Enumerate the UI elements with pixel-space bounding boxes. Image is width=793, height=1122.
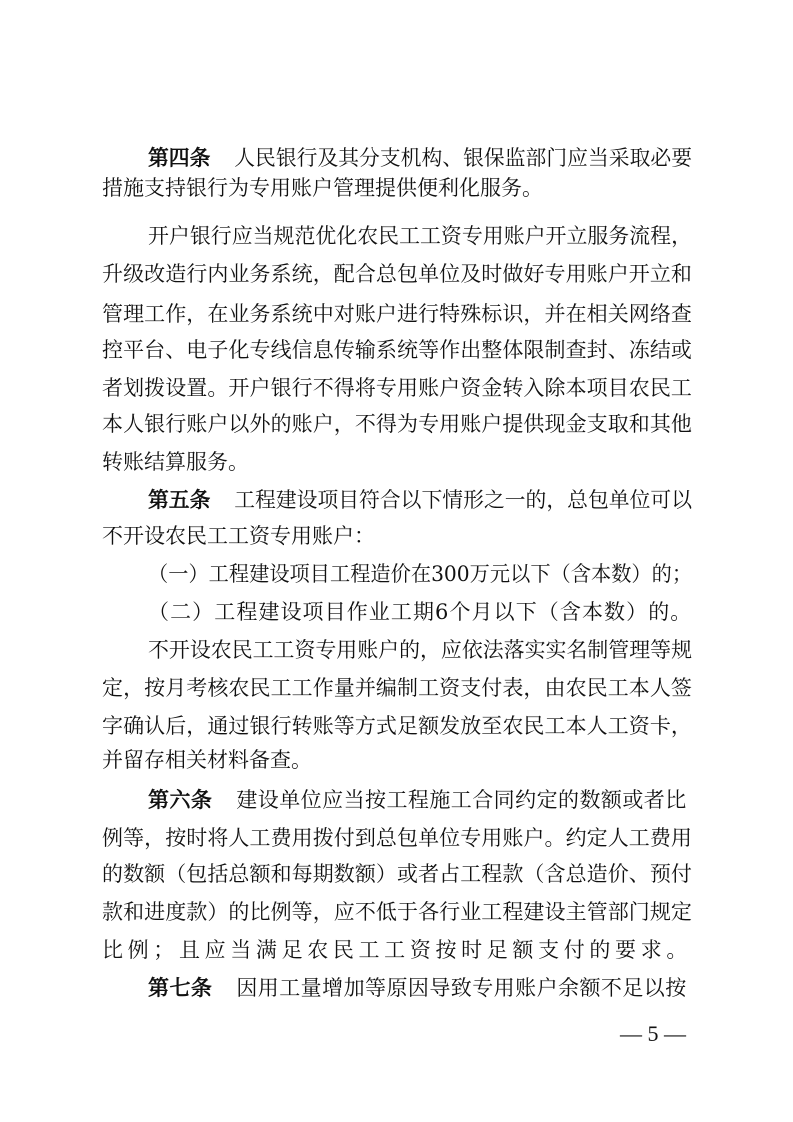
page-number: — 5 — [620, 1021, 686, 1046]
line-text: 并留存相关材料备查。 [102, 748, 312, 772]
line-text: 工程建设项目符合以下情形之一的，总包单位可以 [234, 488, 692, 512]
article-heading: 第六条 [148, 788, 213, 812]
line-text: 比例；且应当满足农民工工资按时足额支付的要求。 [102, 938, 692, 962]
line-text: （二）工程建设项目作业工期6个月以下（含本数）的。 [148, 600, 693, 624]
line-text: 人民银行及其分支机构、银保监部门应当采取必要 [234, 146, 692, 170]
line-text: 本人银行账户以外的账户，不得为专用账户提供现金支取和其他 [102, 412, 692, 436]
line-text: 不开设农民工工资专用账户： [102, 524, 375, 548]
text-line [0, 166, 793, 210]
line-text: 管理工作，在业务系统中对账户进行特殊标识，并在相关网络查 [102, 302, 692, 326]
article-heading: 第五条 [148, 488, 211, 512]
line-text: 款和进度款）的比例等，应不低于各行业工程建设主管部门规定 [102, 900, 692, 924]
line-text: 升级改造行内业务系统，配合总包单位及时做好专用账户开立和 [102, 262, 692, 286]
article-heading: 第四条 [148, 146, 211, 170]
line-text: 定，按月考核农民工工作量并编制工资支付表，由农民工本人签 [102, 676, 692, 700]
line-text: 转账结算服务。 [102, 450, 249, 474]
line-text: 措施支持银行为专用账户管理提供便利化服务。 [102, 176, 543, 200]
line-text: 不开设农民工工资专用账户的，应依法落实实名制管理等规 [148, 638, 692, 662]
article-heading: 第七条 [148, 976, 213, 1000]
line-text: 例等，按时将人工费用拨付到总包单位专用账户。约定人工费用 [102, 826, 692, 850]
text-line [0, 252, 793, 296]
text-line [0, 738, 793, 782]
line-text: 字确认后，通过银行转账等方式足额发放至农民工本人工资卡， [102, 714, 692, 738]
line-text: 的数额（包括总额和每期数额）或者占工程款（含总造价、预付 [102, 862, 692, 886]
line-text: 建设单位应当按工程施工合同约定的数额或者比 [236, 788, 687, 812]
line-text: 因用工量增加等原因导致专用账户余额不足以按 [236, 976, 687, 1000]
line-text: 开户银行应当规范优化农民工工资专用账户开立服务流程， [148, 224, 692, 248]
line-text: 控平台、电子化专线信息传输系统等作出整体限制查封、冻结或 [102, 338, 692, 362]
text-line [0, 966, 793, 1010]
line-text: 者划拨设置。开户银行不得将专用账户资金转入除本项目农民工 [102, 376, 692, 400]
line-text: （一）工程建设项目工程造价在300万元以下（含本数）的； [148, 562, 693, 586]
